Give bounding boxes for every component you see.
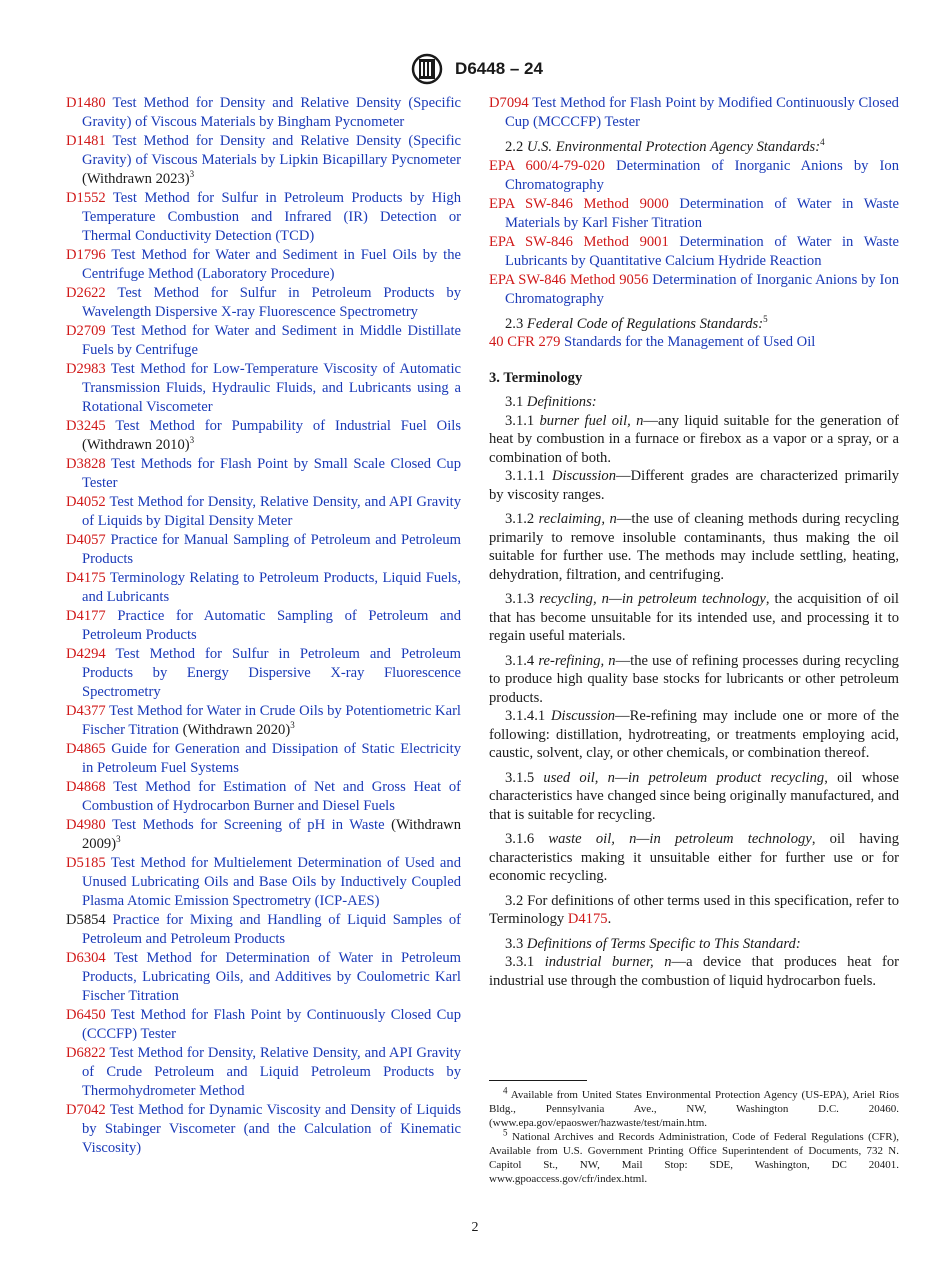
reference-code[interactable]: D7042 — [66, 1102, 106, 1118]
section-3-3: 3.3 Definitions of Terms Specific to This Standard: — [505, 935, 801, 952]
withdrawn-note: (Withdrawn 2009) — [82, 817, 462, 852]
reference-item — [66, 949, 461, 1006]
right-column — [489, 94, 899, 990]
reference-item — [66, 854, 461, 911]
reference-code[interactable]: D6450 — [66, 1007, 106, 1023]
section-3-1-6: 3.1.6 waste oil, n—in petroleum technology, oil having characteristics making it unsuitable either for further use or for economic recycling. — [489, 831, 899, 884]
reference-code[interactable]: D4057 — [66, 532, 106, 548]
reference-item — [66, 1044, 461, 1101]
reference-title[interactable]: Test Method for Water in Crude Oils by Potentiometric Karl Fischer Titration — [82, 703, 461, 738]
reference-item — [489, 195, 899, 233]
reference-title[interactable]: Practice for Manual Sampling of Petroleum and Petroleum Products — [82, 532, 461, 567]
reference-title[interactable]: Test Method for Flash Point by Modified Continuously Closed Cup (MCCCFP) Tester — [505, 95, 899, 130]
section-3-1-4: 3.1.4 re-refining, n—the use of refining processes during recycling to produce high quality base stocks for lubricants or other petroleum products. — [489, 652, 899, 706]
reference-title[interactable]: Test Method for Estimation of Net and Gross Heat of Combustion of Hydrocarbon Burner and Diesel Fuels — [82, 779, 461, 814]
reference-40-cfr-279 — [489, 333, 899, 352]
reference-code: D5854 — [66, 912, 106, 928]
footnote-divider — [489, 1080, 587, 1081]
reference-title[interactable]: Test Method for Density and Relative Density (Specific Gravity) of Viscous Materials by Bingham Pycnometer — [82, 95, 461, 130]
reference-title[interactable]: Test Method for Sulfur in Petroleum and Petroleum Products by Energy Dispersive X-ray Fluorescence Spectrometry — [82, 646, 461, 700]
reference-title[interactable]: Practice for Automatic Sampling of Petroleum and Petroleum Products — [82, 608, 462, 643]
reference-item — [66, 360, 461, 417]
reference-code[interactable]: EPA 600/4-79-020 — [489, 157, 605, 174]
section-3-1-1-1: 3.1.1.1 Discussion—Different grades are characterized primarily by viscosity ranges. — [489, 468, 899, 503]
reference-code[interactable]: D6822 — [66, 1045, 106, 1061]
reference-item — [66, 493, 461, 531]
reference-title[interactable]: Test Methods for Flash Point by Small Scale Closed Cup Tester — [82, 456, 461, 491]
reference-code[interactable]: EPA SW-846 Method 9000 — [489, 195, 669, 212]
reference-title[interactable]: Determination of Water in Waste Lubricants by Quantitative Calcium Hydride Reaction — [505, 233, 899, 269]
reference-title[interactable]: Test Method for Low-Temperature Viscosity of Automatic Transmission Fluids, Hydraulic Fluids, and Lubricants using a Rotational Viscometer — [82, 361, 461, 415]
reference-item — [66, 702, 461, 740]
reference-item — [66, 417, 461, 455]
reference-item — [66, 569, 461, 607]
reference-code[interactable]: D5185 — [66, 855, 106, 871]
terminology-link[interactable]: D4175 — [567, 911, 608, 927]
reference-code[interactable]: D4175 — [66, 570, 106, 586]
withdrawn-note: (Withdrawn 2023) — [82, 171, 190, 187]
section-3-1-5: 3.1.5 used oil, n—in petroleum product recycling, oil whose characteristics have changed since being originally manufactured, and that is suitable for recycling. — [489, 769, 899, 823]
withdrawn-note: (Withdrawn 2010) — [82, 437, 190, 453]
reference-code[interactable]: D4980 — [66, 817, 106, 833]
reference-item — [66, 455, 461, 493]
reference-code[interactable]: D4294 — [66, 646, 106, 662]
reference-item — [489, 157, 899, 195]
section-2-2: 2.2 U.S. Environmental Protection Agency Standards:$^4$ — [505, 137, 825, 155]
reference-code[interactable]: D1796 — [66, 247, 106, 263]
reference-title[interactable]: Test Method for Flash Point by Continuously Closed Cup (CCCFP) Tester — [82, 1007, 461, 1042]
reference-item — [66, 1006, 461, 1044]
reference-code[interactable]: D2983 — [66, 361, 106, 377]
reference-title[interactable]: Test Method for Water and Sediment in Fuel Oils by the Centrifuge Method (Laboratory Procedure) — [82, 247, 461, 282]
page-number: 2 — [471, 1220, 479, 1235]
reference-title[interactable]: Test Method for Density, Relative Density, and API Gravity of Liquids by Digital Density Meter — [82, 494, 461, 529]
reference-title[interactable]: Test Method for Density and Relative Density (Specific Gravity) of Viscous Materials by Lipkin Bicapillary Pycnometer — [82, 133, 461, 168]
reference-code[interactable]: D1481 — [66, 133, 106, 149]
footnote-marker: 3 — [116, 834, 121, 845]
reference-code[interactable]: D1480 — [66, 95, 106, 111]
section-3-1-1: 3.1.1 burner fuel oil, n—any liquid suitable for the generation of heat by combustion in a furnace or firebox as a vapor or a spray, or a combination of both. — [489, 412, 899, 466]
reference-item — [66, 132, 461, 189]
section-3-3-1: 3.3.1 industrial burner, n—a device that produces heat for industrial use through the combustion of liquid hydrocarbon fuels. — [489, 954, 899, 989]
section-2-3: 2.3 Federal Code of Regulations Standards:$^5$ — [505, 313, 768, 332]
reference-item — [66, 911, 461, 949]
reference-title[interactable]: Test Methods for Screening of pH in Waste — [112, 817, 385, 833]
reference-code[interactable]: D1552 — [66, 190, 106, 206]
reference-item — [66, 322, 461, 360]
reference-item — [66, 607, 461, 645]
reference-title[interactable]: Test Method for Sulfur in Petroleum Products by High Temperature Combustion and Infrared (IR) Detection or Thermal Conductivity Detection (TCD) — [82, 190, 461, 244]
reference-code[interactable]: D4377 — [66, 703, 106, 719]
reference-code[interactable]: D7094 — [489, 95, 529, 111]
document-designation: D6448 – 24 — [455, 59, 543, 78]
footnote-marker: 3 — [189, 169, 195, 180]
reference-code[interactable]: D3245 — [66, 418, 106, 434]
astm-logo-icon — [407, 52, 447, 86]
epa-references-list — [489, 157, 899, 309]
footnote-marker: 3 — [189, 435, 195, 446]
reference-code[interactable]: D2709 — [66, 323, 106, 339]
reference-title[interactable]: Determination of Inorganic Anions by Ion Chromatography — [505, 271, 899, 307]
section-3-1: 3.1 Definitions: — [505, 394, 597, 410]
footnotes — [489, 1085, 899, 1186]
reference-title[interactable]: Test Method for Multielement Determination of Used and Unused Lubricating Oils and Base Oils by Inductively Coupled Plasma Atomic Emission Spectrometry (ICP-AES) — [82, 855, 461, 909]
reference-title[interactable]: Test Method for Water and Sediment in Middle Distillate Fuels by Centrifuge — [82, 323, 461, 358]
footnote-marker: 3 — [290, 720, 295, 731]
reference-title[interactable]: Test Method for Density, Relative Density, and API Gravity of Crude Petroleum and Liquid Petroleum Products by Thermohydrometer Method — [82, 1045, 461, 1099]
reference-title[interactable]: Test Method for Pumpability of Industrial Fuel Oils — [115, 418, 461, 434]
reference-code[interactable]: D4865 — [66, 741, 106, 757]
reference-title[interactable]: Standards for the Management of Used Oil — [564, 334, 816, 350]
reference-title[interactable]: Test Method for Sulfur in Petroleum Products by Wavelength Dispersive X-ray Fluorescence Spectrometry — [82, 285, 461, 320]
reference-item — [489, 233, 899, 271]
reference-title[interactable]: Determination of Inorganic Anions by Ion Chromatography — [505, 157, 899, 193]
section-3-1-3: 3.1.3 recycling, n—in petroleum technology, the acquisition of oil that has become unsuitable for its intended use, and processing it to regain useful materials. — [489, 591, 899, 644]
reference-item — [66, 778, 461, 816]
reference-item — [66, 816, 461, 854]
reference-item — [66, 645, 461, 702]
reference-title[interactable]: Guide for Generation and Dissipation of Static Electricity in Petroleum Fuel Systems — [82, 741, 461, 776]
reference-item — [66, 189, 461, 246]
section-3-heading: 3. Terminology — [489, 370, 583, 386]
reference-item — [66, 740, 461, 778]
reference-code[interactable]: EPA SW-846 Method 9001 — [489, 233, 669, 250]
reference-title[interactable]: Practice for Mixing and Handling of Liquid Samples of Petroleum and Petroleum Products — [82, 912, 461, 947]
referenced-documents-list — [66, 94, 461, 1158]
reference-title[interactable]: Determination of Water in Waste Materials by Karl Fisher Titration — [505, 195, 899, 231]
reference-code[interactable]: 40 CFR 279 — [489, 334, 561, 350]
page-header — [0, 52, 950, 86]
reference-title[interactable]: Test Method for Determination of Water in Petroleum Products, Lubricating Oils, and Additives by Coulometric Karl Fischer Titration — [82, 950, 462, 1004]
section-3-1-4-1: 3.1.4.1 Discussion—Re-refining may include one or more of the following: distillation, hydrotreating, or treatments employing acid, caustic, solvent, clay, or other chemicals, or combination thereof. — [489, 708, 899, 761]
footnote-4: $^4$ Available from United States Environmental Protection Agency (US-EPA), Ariel Rios Bldg., Pennsylvania Ave., NW, Washington D.C. 20460. (www.epa.gov/epaoswer/hazwaste/test/main.htm. — [489, 1085, 899, 1129]
section-3-2: 3.2 For definitions of other terms used in this specification, refer to Terminology D4175. — [489, 892, 899, 927]
reference-code[interactable]: D4177 — [66, 608, 106, 624]
reference-code[interactable]: D4868 — [66, 779, 106, 795]
reference-item — [66, 1101, 461, 1158]
withdrawn-note: (Withdrawn 2020) — [182, 722, 291, 738]
section-3-1-2: 3.1.2 reclaiming, n—the use of cleaning methods during recycling primarily to remove insoluble contaminants, thus making the oil suitable for further use. The methods may include settling, heating, dehydration, filtration, and centrifuging. — [489, 511, 900, 583]
reference-item — [66, 94, 461, 132]
reference-item — [66, 246, 461, 284]
left-column — [66, 94, 461, 1158]
reference-code[interactable]: D4052 — [66, 494, 106, 510]
reference-item — [66, 284, 461, 322]
reference-code[interactable]: D6304 — [66, 950, 106, 966]
reference-code[interactable]: D2622 — [66, 285, 106, 301]
reference-item — [66, 531, 461, 569]
reference-title[interactable]: Test Method for Dynamic Viscosity and Density of Liquids by Stabinger Viscometer (and the Calculation of Kinematic Viscosity) — [82, 1102, 461, 1156]
reference-title[interactable]: Terminology Relating to Petroleum Products, Liquid Fuels, and Lubricants — [82, 570, 462, 605]
reference-item — [489, 271, 899, 309]
footnote-5: $^5$ National Archives and Records Administration, Code of Federal Regulations (CFR), Available from U.S. Government Printing Office Superintendent of Documents, 732 N. Capitol St., NW, Mail Stop: SDE, Washington, DC 20401. www.gpoaccess.gov/cfr/index.html. — [489, 1127, 899, 1185]
reference-d7094 — [489, 94, 899, 132]
reference-code[interactable]: D3828 — [66, 456, 106, 472]
reference-code[interactable]: EPA SW-846 Method 9056 — [489, 271, 649, 288]
